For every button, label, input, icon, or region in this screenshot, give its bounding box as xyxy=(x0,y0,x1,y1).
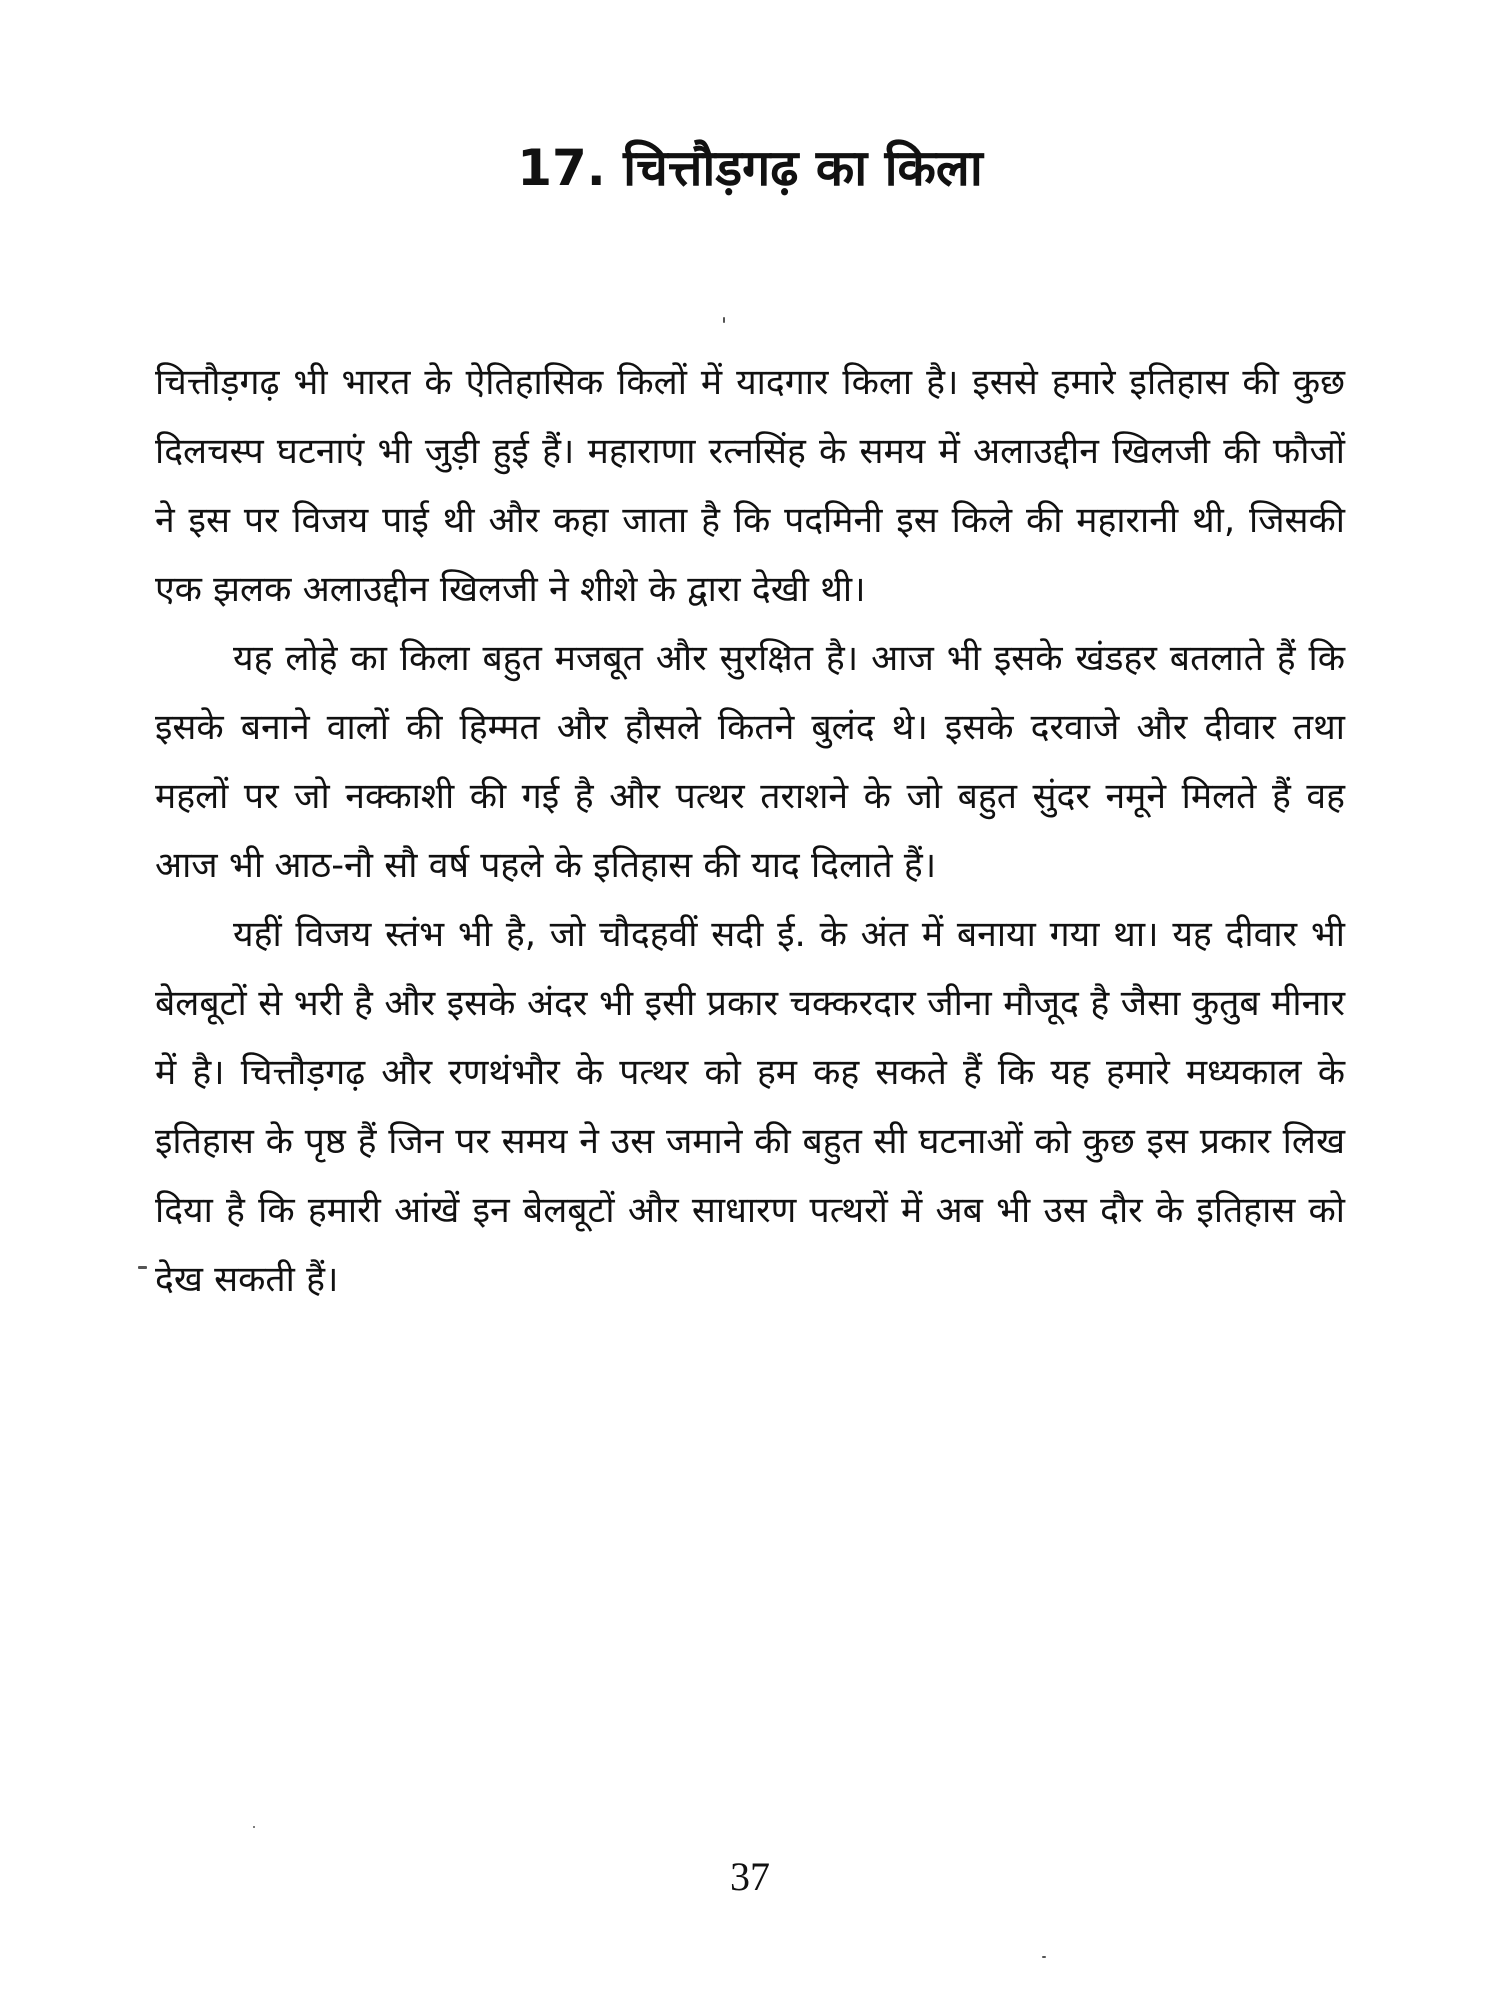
chapter-title: 17. चित्तौड़गढ़ का किला xyxy=(517,139,983,197)
paragraph-3: यहीं विजय स्तंभ भी है, जो चौदहवीं सदी ई. के अंत में बनाया गया था। यह दीवार भी बेलबूटों से भरी है और इसके अंदर भी इसी प्रकार चक्करदार जीना मौजूद है जैसा कुतुब मीनार में है। चित्तौड़गढ़ और रणथंभौर के पत्थर को हम कह सकते हैं कि यह हमारे मध्यकाल के इतिहास के पृष्ठ हैं जिन पर समय ने उस जमाने की बहुत सी घटनाओं को कुछ इस प्रकार लिख दिया है कि हमारी आंखें इन बेलबूटों और साधारण पत्थरों में अब भी उस दौर के इतिहास को देख सकती हैं। xyxy=(155,914,1345,1300)
scan-speck xyxy=(138,1266,147,1269)
paragraph-1: चित्तौड़गढ़ भी भारत के ऐतिहासिक किलों में यादगार किला है। इससे हमारे इतिहास की कुछ दिलचस्प घटनाएं भी जुड़ी हुई हैं। महाराणा रत्नसिंह के समय में अलाउद्दीन खिलजी की फौजों ने इस पर विजय पाई थी और कहा जाता है कि पदमिनी इस किले की महारानी थी, जिसकी एक झलक अलाउद्दीन खिलजी ने शीशे के द्वारा देखी थी। xyxy=(155,362,1345,610)
scan-speck xyxy=(723,317,725,323)
page-number: 37 xyxy=(730,1854,770,1899)
chapter-body xyxy=(155,348,1345,1314)
scan-speck xyxy=(253,1826,255,1828)
scan-speck xyxy=(1042,1956,1046,1958)
paragraph-2: यह लोहे का किला बहुत मजबूत और सुरक्षित है। आज भी इसके खंडहर बतलाते हैं कि इसके बनाने वालों की हिम्मत और हौसले कितने बुलंद थे। इसके दरवाजे और दीवार तथा महलों पर जो नक्काशी की गई है और पत्थर तराशने के जो बहुत सुंदर नमूने मिलते हैं वह आज भी आठ-नौ सौ वर्ष पहले के इतिहास की याद दिलाते हैं। xyxy=(155,638,1345,886)
